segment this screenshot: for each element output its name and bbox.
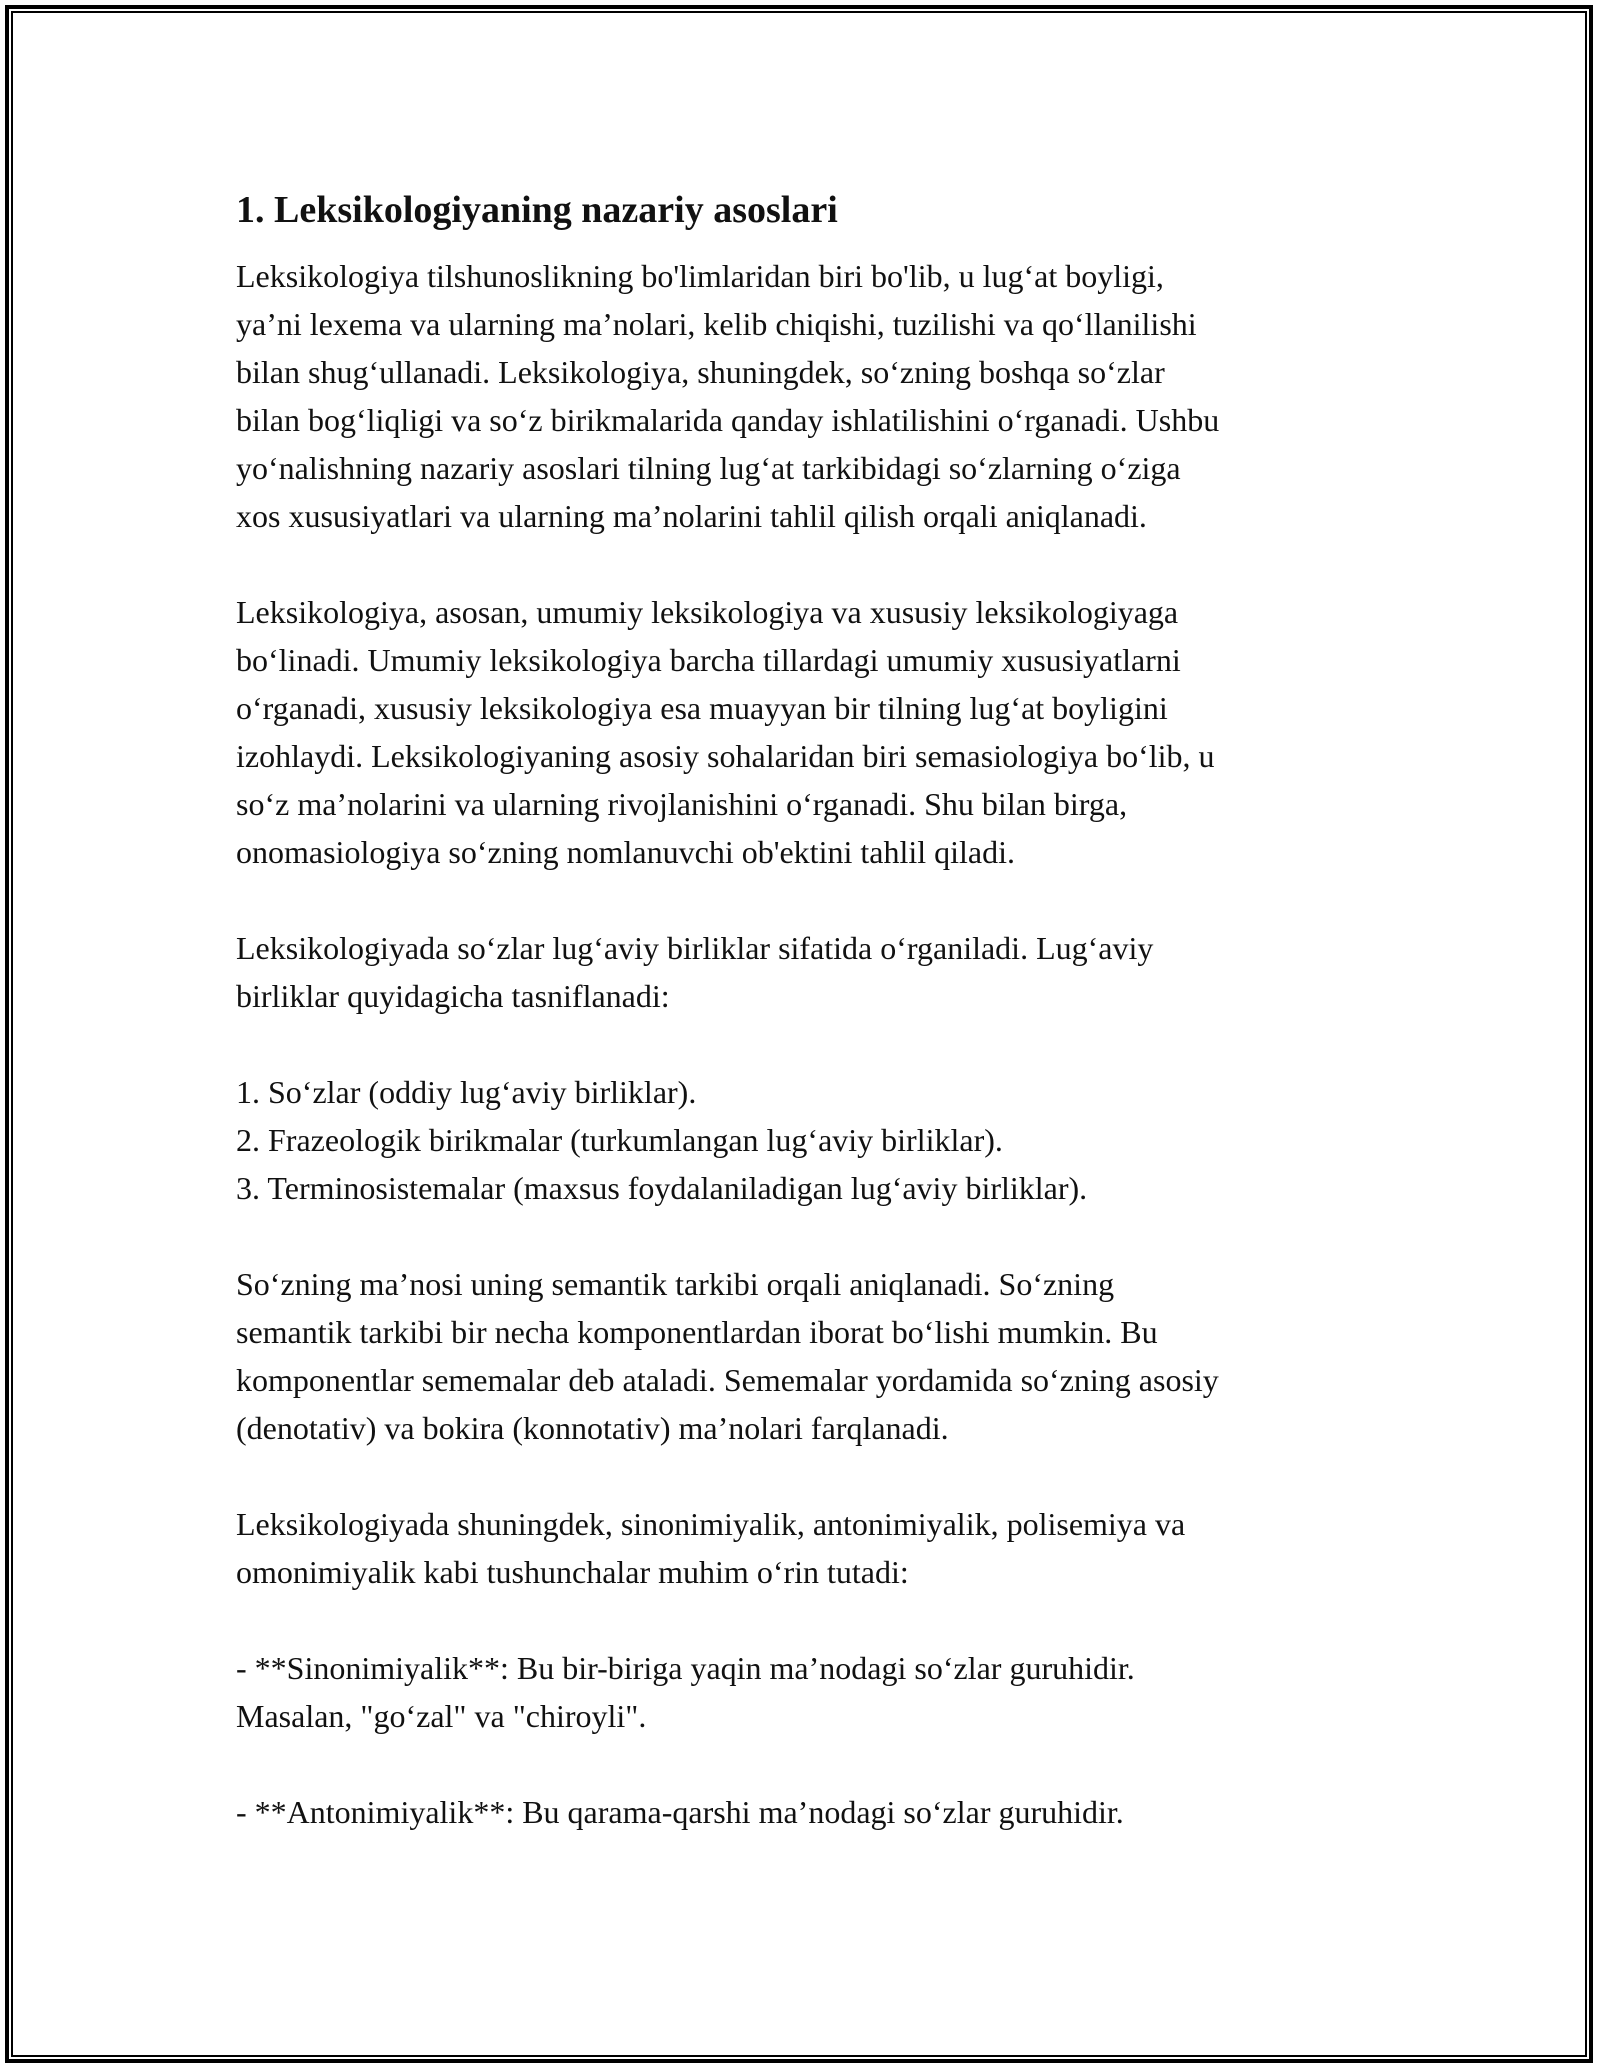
section-heading: 1. Leksikologiyaning nazariy asoslari bbox=[236, 189, 838, 231]
list-item: 2. Frazeologik birikmalar (turkumlangan lug‘aviy birliklar). bbox=[236, 1122, 1003, 1158]
list-item: 1. So‘zlar (oddiy lug‘aviy birliklar). bbox=[236, 1074, 697, 1110]
paragraph: - **Sinonimiyalik**: Bu bir-biriga yaqin ma’nodagi so‘zlar guruhidir. Masalan, "go‘zal" va "chiroyli". bbox=[236, 1650, 1135, 1734]
paragraph: - **Antonimiyalik**: Bu qarama-qarshi ma’nodagi so‘zlar guruhidir. bbox=[236, 1794, 1124, 1830]
paragraph: Leksikologiya, asosan, umumiy leksikologiya va xususiy leksikologiyaga bo‘linadi. Umumiy leksikologiya barcha tillardagi umumiy xususiyatlarni o‘rganadi, xususiy leksikologiya esa muayyan bir tilning lug‘at boyligini izohlaydi. Leksikologiyaning asosiy sohalaridan biri semasiologiya bo‘lib, u so‘z ma’nolarini va ularning rivojlanishini o‘rganadi. Shu bilan birga, onomasiologiya so‘zning nomlanuvchi ob'ektini tahlil qiladi. bbox=[236, 594, 1215, 870]
classification-list bbox=[236, 1068, 1386, 1212]
list-item: 3. Terminosistemalar (maxsus foydalaniladigan lug‘aviy birliklar). bbox=[236, 1170, 1088, 1206]
document-body bbox=[236, 186, 1386, 1884]
paragraph: Leksikologiya tilshunoslikning bo'limlaridan biri bo'lib, u lug‘at boyligi, ya’ni lexema va ularning ma’nolari, kelib chiqishi, tuzilishi va qo‘llanilishi bilan shug‘ullanadi. Leksikologiya, shuningdek, so‘zning boshqa so‘zlar bilan bog‘liqligi va so‘z birikmalarida qanday ishlatilishini o‘rganadi. Ushbu yo‘nalishning nazariy asoslari tilning lug‘at tarkibidagi so‘zlarning o‘ziga xos xususiyatlari va ularning ma’nolarini tahlil qilish orqali aniqlanadi. bbox=[236, 258, 1220, 534]
paragraph: Leksikologiyada so‘zlar lug‘aviy birliklar sifatida o‘rganiladi. Lug‘aviy birliklar quyidagicha tasniflanadi: bbox=[236, 930, 1154, 1014]
paragraph: Leksikologiyada shuningdek, sinonimiyalik, antonimiyalik, polisemiya va omonimiyalik kabi tushunchalar muhim o‘rin tutadi: bbox=[236, 1506, 1186, 1590]
paragraph: So‘zning ma’nosi uning semantik tarkibi orqali aniqlanadi. So‘zning semantik tarkibi bir necha komponentlardan iborat bo‘lishi mumkin. Bu komponentlar sememalar deb ataladi. Sememalar yordamida so‘zning asosiy (denotativ) va bokira (konnotativ) ma’nolari farqlanadi. bbox=[236, 1266, 1219, 1446]
